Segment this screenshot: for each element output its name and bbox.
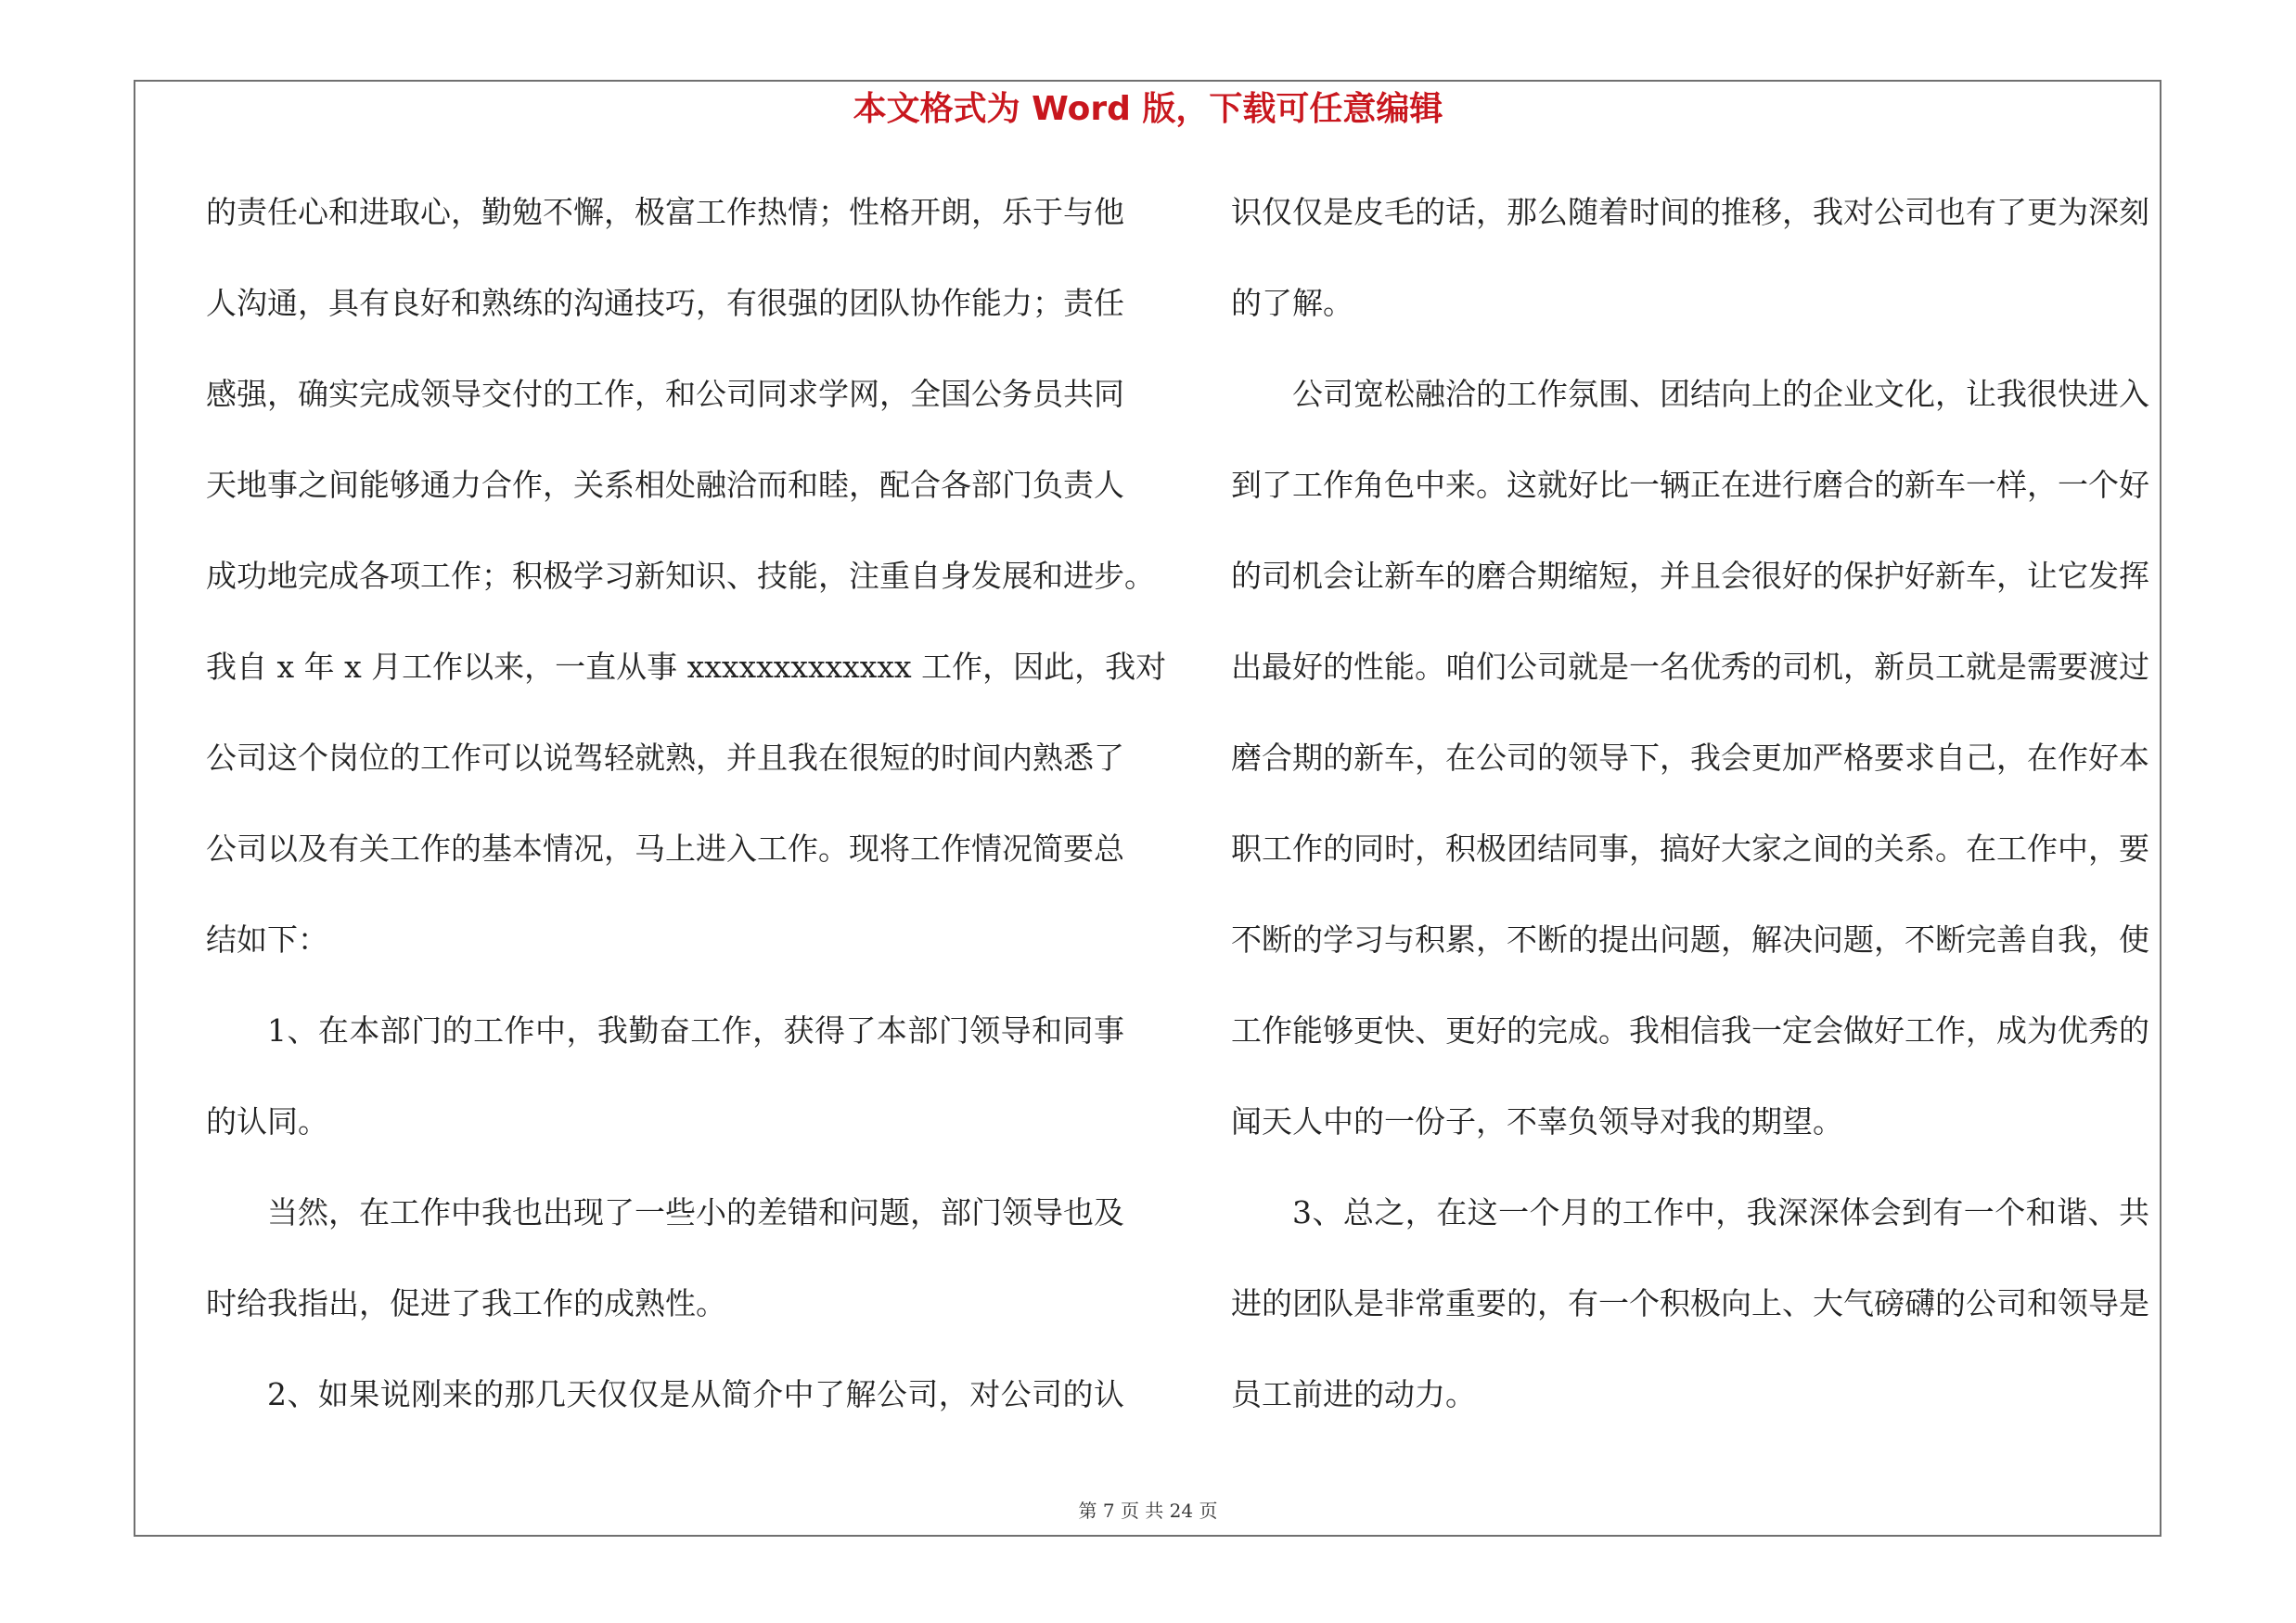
text-line: 识仅仅是皮毛的话，那么随着时间的推移，我对公司也有了更为深刻 [1231,194,2149,230]
text-line: 公司以及有关工作的基本情况，马上进入工作。现将工作情况简要总 [206,831,1124,867]
text-line: 到了工作角色中来。这就好比一辆正在进行磨合的新车一样，一个好 [1231,467,2149,503]
text-line: 时给我指出，促进了我工作的成熟性。 [206,1285,726,1321]
text-line: 的责任心和进取心，勤勉不懈，极富工作热情；性格开朗，乐于与他 [206,194,1124,230]
paragraph-start-line: 1、在本部门的工作中，我勤奋工作，获得了本部门领导和同事 [267,1012,1124,1049]
text-line: 的认同。 [206,1103,328,1140]
text-line: 结如下： [206,921,328,958]
text-line: 进的团队是非常重要的，有一个积极向上、大气磅礴的公司和领导是 [1231,1285,2149,1321]
right-text-column [1231,182,2149,1455]
text-line: 员工前进的动力。 [1231,1376,1476,1412]
text-line: 我自 x 年 x 月工作以来，一直从事 xxxxxxxxxxxxx 工作，因此，我对 [206,649,1167,685]
left-text-column [206,182,1167,1455]
paragraph-start-line: 3、总之，在这一个月的工作中，我深深体会到有一个和谐、共 [1292,1194,2149,1230]
text-line: 出最好的性能。咱们公司就是一名优秀的司机，新员工就是需要渡过 [1231,649,2149,685]
text-line: 磨合期的新车，在公司的领导下，我会更加严格要求自己，在作好本 [1231,740,2149,776]
text-line: 工作能够更快、更好的完成。我相信我一定会做好工作，成为优秀的 [1231,1012,2149,1049]
text-line: 的了解。 [1231,285,1353,321]
text-line: 感强，确实完成领导交付的工作，和公司同求学网，全国公务员共同 [206,376,1124,412]
text-line: 人沟通，具有良好和熟练的沟通技巧，有很强的团队协作能力；责任 [206,285,1124,321]
paragraph-start-line: 当然，在工作中我也出现了一些小的差错和问题，部门领导也及 [267,1194,1124,1230]
text-line: 不断的学习与积累，不断的提出问题，解决问题，不断完善自我，使 [1231,921,2149,958]
text-line: 天地事之间能够通力合作，关系相处融洽而和睦，配合各部门负责人 [206,467,1124,503]
text-line: 公司这个岗位的工作可以说驾轻就熟，并且我在很短的时间内熟悉了 [206,740,1124,776]
text-line: 成功地完成各项工作；积极学习新知识、技能，注重自身发展和进步。 [206,558,1155,594]
paragraph-start-line: 公司宽松融洽的工作氛围、团结向上的企业文化，让我很快进入 [1292,376,2149,412]
paragraph-start-line: 2、如果说刚来的那几天仅仅是从简介中了解公司，对公司的认 [267,1376,1124,1412]
page-number: 第 7 页 共 24 页 [1078,1500,1218,1522]
format-banner: 本文格式为 Word 版，下载可任意编辑 [853,90,1443,128]
text-line: 的司机会让新车的磨合期缩短，并且会很好的保护好新车，让它发挥 [1231,558,2149,594]
text-line: 职工作的同时，积极团结同事，搞好大家之间的关系。在工作中，要 [1231,831,2149,867]
text-line: 闻天人中的一份子，不辜负领导对我的期望。 [1231,1103,1843,1140]
